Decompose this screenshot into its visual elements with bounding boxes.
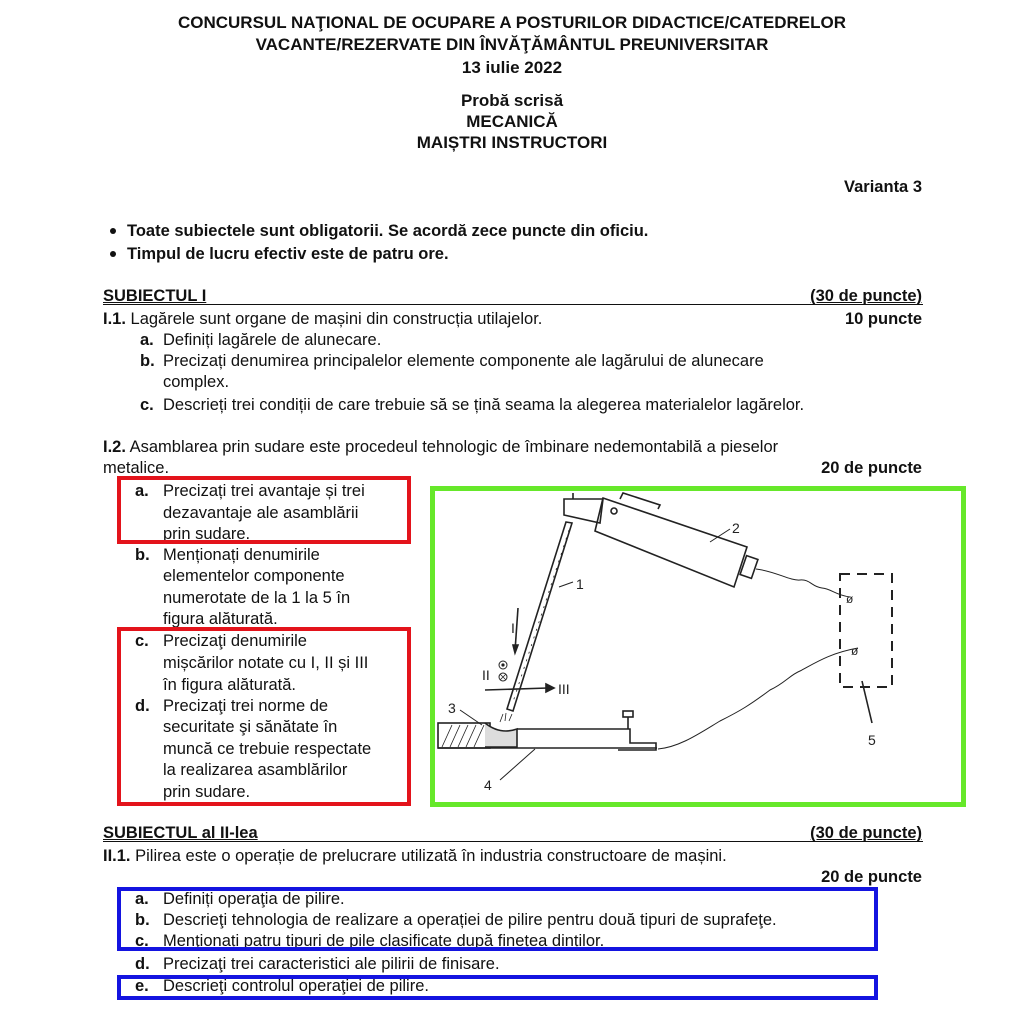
item-text: Precizați trei avantaje și trei xyxy=(163,482,365,500)
item-text: figura alăturată. xyxy=(163,610,278,628)
item-text: Precizaţi trei norme de xyxy=(163,697,329,715)
item-text: în figura alăturată. xyxy=(163,676,296,694)
question-number: I.2. xyxy=(103,438,126,456)
instruction-2: Timpul de lucru efectiv este de patru ore. xyxy=(127,245,449,263)
item-text: Descrieţi tehnologia de realizare a operației de pilire pentru două tipuri de suprafeţe. xyxy=(163,911,777,929)
electrode-holder xyxy=(564,493,758,587)
item-text: Definiți lagărele de alunecare. xyxy=(163,331,382,349)
item-text: prin sudare. xyxy=(163,525,251,543)
question-text: metalice. xyxy=(103,459,170,477)
item-text: elementelor componente xyxy=(163,567,345,585)
exam-subject: MECANICĂ xyxy=(466,112,558,131)
item-text: Menționați denumirile xyxy=(163,546,320,564)
question-I2 xyxy=(103,437,778,457)
exam-date: 13 iulie 2022 xyxy=(461,58,563,77)
question-II1-points: 20 de puncte xyxy=(821,868,922,886)
item-label: b. xyxy=(140,352,155,370)
highlight-box-red xyxy=(117,476,411,544)
question-I1 xyxy=(103,309,542,329)
figure-label-5: 5 xyxy=(868,732,876,748)
question-I2-points: 20 de puncte xyxy=(821,459,922,477)
subject2-points: (30 de puncte) xyxy=(810,824,922,842)
cables xyxy=(658,569,858,749)
subject2-title: SUBIECTUL al II-lea xyxy=(103,824,258,842)
variant-label: Varianta 3 xyxy=(844,178,922,196)
instruction-1: Toate subiectele sunt obligatorii. Se acordă zece puncte din oficiu. xyxy=(127,222,649,240)
item-text: prin sudare. xyxy=(163,783,251,801)
question-text: Pilirea este o operație de prelucrare utilizată în industria constructoare de mașini. xyxy=(135,847,727,865)
question-I1-points: 10 puncte xyxy=(844,310,922,328)
item-text: securitate şi sănătate în xyxy=(163,718,338,736)
exam-title-line2: VACANTE/REZERVATE DIN ÎNVĂŢĂMÂNTUL PREUNIVERSITAR xyxy=(255,35,769,54)
exam-category: MAIȘTRI INSTRUCTORI xyxy=(416,133,608,152)
figure-label-2: 2 xyxy=(732,520,740,536)
question-text: Lagărele sunt organe de mașini din construcția utilajelor. xyxy=(130,310,543,328)
item-I1a xyxy=(140,330,381,350)
item-label: c. xyxy=(135,932,149,950)
subject1-title: SUBIECTUL I xyxy=(103,287,207,305)
item-text: numerotate de la 1 la 5 în xyxy=(163,589,351,607)
section-divider xyxy=(103,841,923,842)
exam-title-line1: CONCURSUL NAŢIONAL DE OCUPARE A POSTURILOR DIDACTICE/CATEDRELOR xyxy=(177,13,847,32)
highlight-box-blue xyxy=(117,975,878,1000)
question-number: II.1. xyxy=(103,847,131,865)
svg-text:ø: ø xyxy=(851,644,859,658)
item-text: Precizaţi trei caracteristici ale pilirii de finisare. xyxy=(163,955,500,973)
item-text: Menţionați patru tipuri de pile clasificate după finețea dinților. xyxy=(163,932,605,950)
item-text: la realizarea asamblărilor xyxy=(163,761,348,779)
item-label: d. xyxy=(135,697,150,715)
item-text: mișcărilor notate cu I, II și III xyxy=(163,654,369,672)
item-label: c. xyxy=(140,396,154,414)
item-I1c xyxy=(140,395,804,415)
item-label: a. xyxy=(135,890,149,908)
exam-type: Probă scrisă xyxy=(460,91,564,110)
bullet-icon xyxy=(110,228,116,234)
figure-label-1: 1 xyxy=(576,576,584,592)
section-divider xyxy=(103,304,923,305)
item-label: b. xyxy=(135,546,150,564)
bullet-icon xyxy=(110,251,116,257)
highlight-box-blue xyxy=(117,887,878,951)
figure-label-3: 3 xyxy=(448,700,456,716)
item-II1d xyxy=(135,954,500,974)
item-text: Precizați denumirea principalelor elemente componente ale lagărului de alunecare xyxy=(163,352,764,370)
item-text: muncă ce trebuie respectate xyxy=(163,740,372,758)
item-label: d. xyxy=(135,955,150,973)
subject1-points: (30 de puncte) xyxy=(810,287,922,305)
item-text: Definiți operaţia de pilire. xyxy=(163,890,345,908)
welding-figure xyxy=(430,485,970,810)
figure-label-4: 4 xyxy=(484,777,492,793)
motion-label-III: III xyxy=(558,681,570,697)
highlight-box-red xyxy=(117,627,411,806)
item-text: Descrieţi controlul operaţiei de pilire. xyxy=(163,977,429,995)
item-label: a. xyxy=(140,331,154,349)
svg-text:ø: ø xyxy=(846,592,854,606)
item-text: Precizaţi denumirile xyxy=(163,632,307,650)
item-label: e. xyxy=(135,977,149,995)
question-text: Asamblarea prin sudare este procedeul tehnologic de îmbinare nedemontabilă a pieselor xyxy=(129,438,779,456)
item-label: a. xyxy=(135,482,149,500)
item-text: Descrieți trei condiții de care trebuie să se țină seama la alegerea materialelor lagărelor. xyxy=(163,396,805,414)
question-II1 xyxy=(103,846,727,866)
item-I1b xyxy=(140,351,764,371)
item-label: c. xyxy=(135,632,149,650)
motion-label-II: II xyxy=(482,667,490,683)
welding-power-source xyxy=(840,574,892,723)
item-text: dezavantaje ale asamblării xyxy=(163,504,359,522)
question-number: I.1. xyxy=(103,310,126,328)
motion-label-I: I xyxy=(511,620,515,636)
item-I2b xyxy=(135,545,320,565)
item-label: b. xyxy=(135,911,150,929)
item-text: complex. xyxy=(163,373,230,391)
